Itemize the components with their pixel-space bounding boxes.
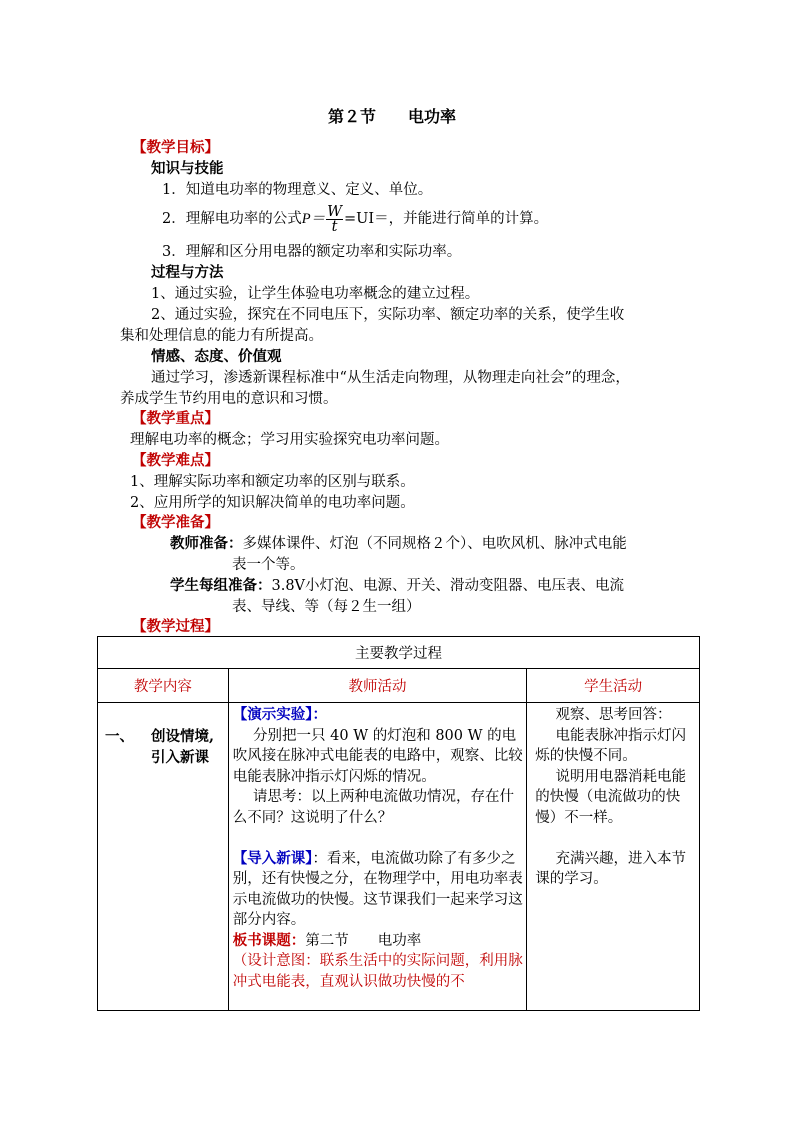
column-header-content: 教学内容 <box>98 669 229 703</box>
student-activity-content <box>527 703 699 890</box>
difficulties-heading: 【教学难点】 <box>132 452 219 469</box>
demo-text: 分别把一只 40 W 的灯泡和 800 W 的电吹风接在脉冲式电能表的电路中，观察、比较电能表脉冲指示灯闪烁的情况。 <box>232 727 523 785</box>
knowledge-heading: 知识与技能 <box>151 160 224 177</box>
fraction-numerator: W <box>327 203 342 220</box>
design-text: （设计意图：联系生活中的实际问题，利用脉冲式电能表，直观认识做功快慢的不 <box>232 953 523 990</box>
teacher-preparation-line1 <box>170 534 627 554</box>
intro-text: ：看来，电流做功除了有多少之别，还有快慢之分，在物理学中，用电功率表示电流做功的快慢。这节课我们一起来学习这部分内容。 <box>232 850 523 928</box>
difficulty-item-1: 1、理解实际功率和额定功率的区别与联系。 <box>130 474 415 490</box>
section-number: 一、 <box>105 728 134 745</box>
board-label: 板书课题： <box>232 931 306 949</box>
knowledge-item-2-tail: =UI＝，并能进行简单的计算。 <box>344 211 549 227</box>
page-title: 第２节 电功率 <box>328 107 457 126</box>
student-activity-cell <box>527 703 700 1011</box>
knowledge-item-3: 3．理解和区分用电器的额定功率和实际功率。 <box>162 244 462 260</box>
student-preparation-text: 3.8V小灯泡、电源、开关、滑动变阻器、电压表、电流 <box>271 578 625 594</box>
teacher-preparation-line2: 表一个等。 <box>232 557 305 573</box>
key-points-heading: 【教学重点】 <box>132 410 219 427</box>
process-item-1: 1、通过实验，让学生体验电功率概念的建立过程。 <box>151 286 480 302</box>
knowledge-item-2 <box>162 201 548 237</box>
student-activity-3: 说明用电器消耗电能的快慢（电流做功的快慢）不一样。 <box>535 768 687 826</box>
student-preparation-line2: 表、导线、等（每２生一组） <box>232 599 421 615</box>
knowledge-item-2-text: 2．理解电功率的公式 <box>162 211 302 227</box>
power-fraction <box>326 205 343 234</box>
process-method-heading: 过程与方法 <box>151 264 224 281</box>
board-text: 第二节 电功率 <box>305 932 422 949</box>
emotion-heading: 情感、态度、价值观 <box>151 348 282 365</box>
process-item-2-line2: 集和处理信息的能力有所提高。 <box>120 328 323 344</box>
student-preparation-line1 <box>170 576 624 596</box>
process-item-2-line1: 2、通过实验，探究在不同电压下，实际功率、额定功率的关系，使学生收 <box>151 307 625 323</box>
key-points-text: 理解电功率的概念；学习用实验探究电功率问题。 <box>130 432 449 448</box>
emotion-item-line2: 养成学生节约用电的意识和习惯。 <box>120 391 338 407</box>
fraction-denominator: t <box>331 218 338 235</box>
table-title: 主要教学过程 <box>98 637 700 669</box>
preparation-heading: 【教学准备】 <box>132 514 219 531</box>
section-cell <box>98 703 229 1011</box>
teacher-preparation-text: 多媒体课件、灯泡（不同规格２个）、电吹风机、脉冲式电能 <box>242 536 627 552</box>
objectives-heading: 【教学目标】 <box>132 139 219 156</box>
student-activity-2: 电能表脉冲指示灯闪烁的快慢不同。 <box>535 727 687 764</box>
section-label <box>98 703 228 766</box>
student-preparation-label: 学生每组准备： <box>170 577 272 594</box>
knowledge-item-1: 1．知道电功率的物理意义、定义、单位。 <box>162 182 433 198</box>
power-formula-lhs: P＝ <box>301 211 326 227</box>
demo-label: 【演示实验】： <box>232 706 327 723</box>
teacher-activity-cell <box>228 703 526 1011</box>
section-title-line1: 创设情境, <box>151 728 215 745</box>
student-activity-4: 充满兴趣，进入本节课的学习。 <box>535 850 687 887</box>
intro-label: 【导入新课】 <box>232 849 313 867</box>
column-header-student: 学生活动 <box>527 669 700 703</box>
think-text: 请思考：以上两种电流做功情况，存在什么不同？这说明了什么？ <box>232 789 515 826</box>
difficulty-item-2: 2、应用所学的知识解决简单的电功率问题。 <box>130 495 415 511</box>
teacher-activity-content <box>229 703 526 992</box>
teacher-preparation-label: 教师准备： <box>170 535 243 552</box>
teaching-process-table <box>97 636 700 1011</box>
section-title-line2: 引入新课 <box>151 749 209 766</box>
process-heading: 【教学过程】 <box>132 618 219 635</box>
student-activity-1: 观察、思考回答： <box>555 707 672 723</box>
emotion-item-line1: 通过学习，渗透新课程标准中“从生活走向物理，从物理走向社会”的理念， <box>151 370 630 386</box>
column-header-teacher: 教师活动 <box>228 669 526 703</box>
